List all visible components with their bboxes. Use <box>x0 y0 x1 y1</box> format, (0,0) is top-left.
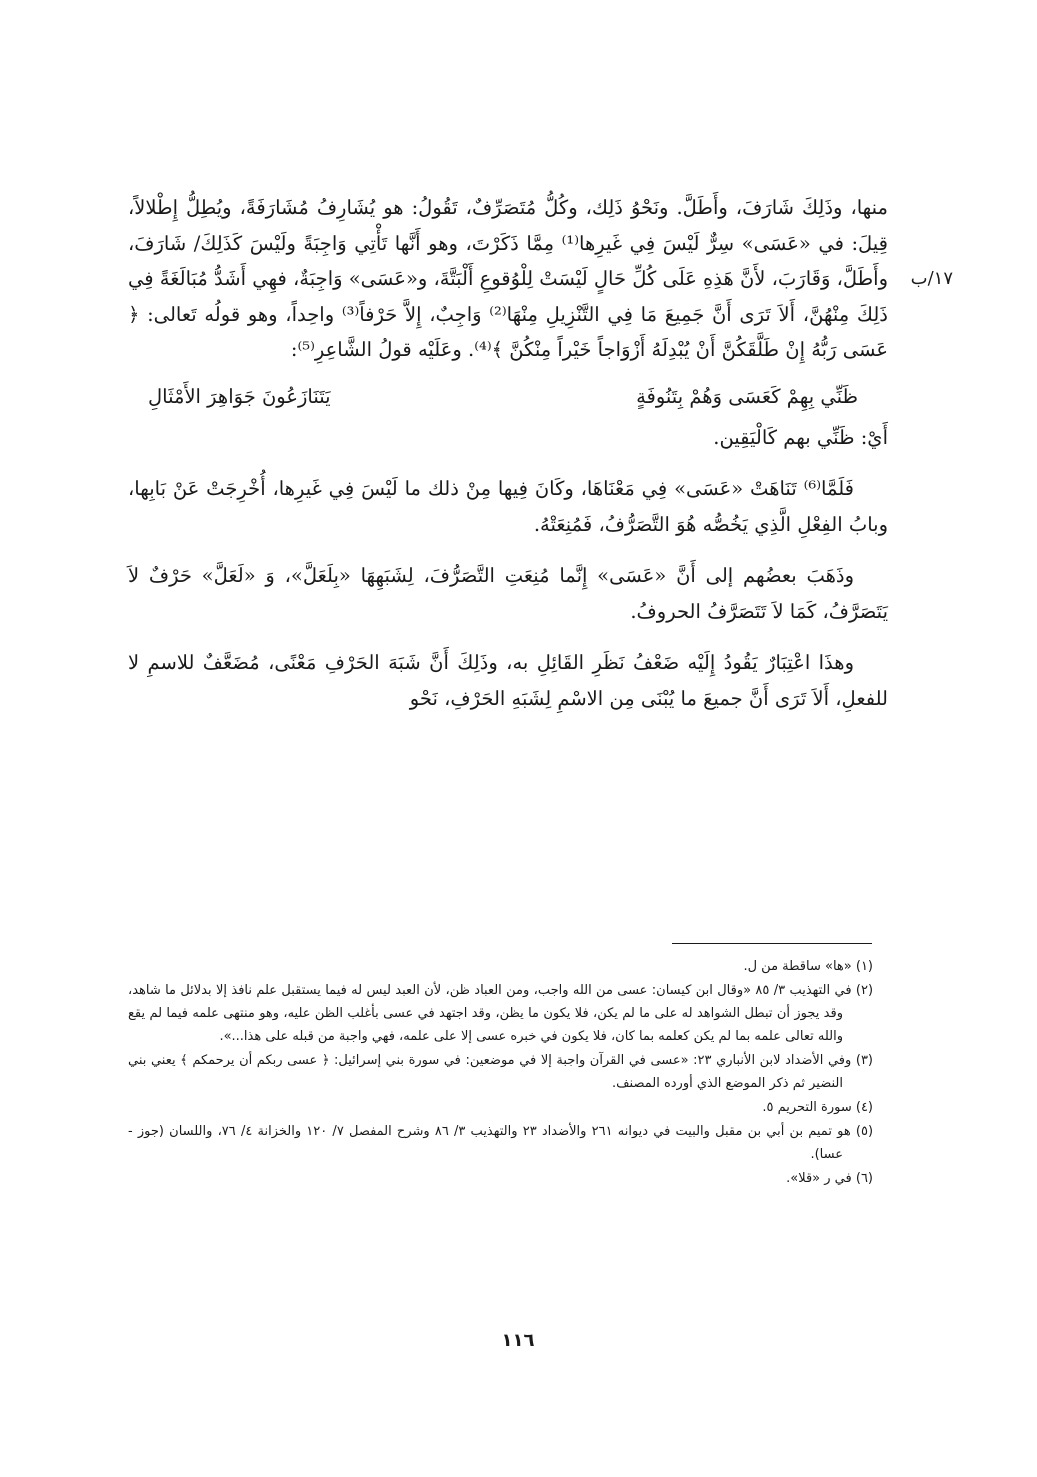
margin-folio-note: ١٧/ب <box>910 268 953 289</box>
verse-second-hemistich: يَتَنَازَعُونَ جَوَاهِرَ الأَمْثَالِ <box>148 384 331 408</box>
footnote-3: (٣) وفي الأضداد لابن الأنباري ٢٣: «عسى في القرآن واجبة إلا في موضعين: في سورة بني إسرائيل: ﴿ عسى ربكم أن يرحمكم ﴾ يعني بني النضير ثم ذكر الموضع الذي أورده المصنف. <box>128 1053 873 1091</box>
paragraph-3: فَلَمَّا⁽⁶⁾ تَنَاهَتْ «عَسَى» فِي مَعْنَاهَا، وكَانَ فِيها مِنْ ذلك ما لَيْسَ فِي غَيرِها، أُخْرِجَتْ عَنْ بَابِها، وبابُ الفِعْلِ الَّذِي يَخُصُّه هُوَ التَّصَرُّفُ، فَمُنِعَتْهُ. <box>128 477 888 536</box>
paragraph-5: وهذَا اعْتِبَارٌ يَقُودُ إِلَيْه ضَعْفُ نَظَرِ القَائِلِ به، وذَلِكَ أَنَّ شَبَهَ الحَرْفِ مَعْنًى، مُضَعَّفٌ للاسمِ لا للفعلِ، أَلاَ تَرَى أَنَّ جميعَ ما يُبْنَى مِن الاسْمِ لِشَبَهِ الحَرْفِ، نَحْو <box>128 651 888 710</box>
main-text <box>128 190 888 716</box>
verse-first-hemistich: ظَنِّي بِهِمْ كَعَسَى وَهُمْ بِتَنُوفَةٍ <box>636 384 858 408</box>
footnote-5: (٥) هو تميم بن أبي بن مقبل والبيت في ديوانه ٢٦١ والأضداد ٢٣ والتهذيب ٣/ ٨٦ وشرح المفصل ٧/ ١٢٠ والخزانة ٤/ ٧٦، واللسان (جوز - عسا). <box>128 1124 874 1162</box>
footnotes <box>128 955 873 1191</box>
paragraph-2: أَيْ: ظَنِّي بهم كَالْيَقِين. <box>713 425 888 449</box>
poetry-verse <box>148 378 858 416</box>
footnote-1: (١) «ها» ساقطة من ل. <box>743 959 873 974</box>
footnote-2: (٢) في التهذيب ٣/ ٨٥ «وقال ابن كيسان: عسى من الله واجب، ومن العباد ظن، لأن العبد ليس له فيما يستقبل علم نافذ إلا بدلائل ما شاهد، وقد يجوز أن تبطل الشواهد له على ما لم يكن، فلا يكون ما يظن، وقد اجتهد في عسى بأغلب الظن عليه، وهو منتهى علمه فيما لم يقع والله تعالى علمه بما لم يكن كعلمه بما كان، فلا يكون في خبره عسى إلا على علمه، فهي واجبة من قبله على هذا...». <box>128 983 874 1044</box>
paragraph-1: منها، وذَلِكَ شَارَفَ، وأَطَلَّ. ونَحْوُ ذَلِك، وكُلُّ مُتَصَرِّفٌ، تَقُولُ: هو يُشَارِفُ مُشَارَفَةً، ويُطِلُّ إِطْلالاً، قِيلَ: في «عَسَى» سِرٌّ لَيْسَ فِي غَيرِها⁽¹⁾ مِمَّا ذَكَرْتَ، وهو أَنَّها تَأْتِي وَاجِبَةً ولَيْسَ كَذَلِكَ/ شَارَفَ، وأَطَلَّ، وَقَارَبَ، لأَنَّ هَذِهِ عَلَى كُلِّ حَالٍ لَيْسَتْ لِلْوُقوعِ أَلْبَتَّةَ، و«عَسَى» وَاجِبَةٌ، فهِي أَشَدُّ مُبَالَغَةً فِي ذَلِكَ مِنْهُنَّ، أَلاَ تَرَى أَنَّ جَمِيعَ مَا فِي التَّنْزِيلِ مِنْهَا⁽²⁾ وَاجِبٌ، إِلاَّ حَرْفاً⁽³⁾ واحِداً، وهو قولُه تَعالى: ﴿ عَسَى رَبُّهُ إِنْ طَلَّقَكُنَّ أَنْ يُبْدِلَهُ أَزْوَاجاً خَيْراً مِنْكُنَّ ﴾⁽⁴⁾. وعَلَيْه قولُ الشَّاعِرِ⁽⁵⁾: <box>128 196 888 361</box>
footnote-6: (٦) في ر «قلا». <box>786 1171 873 1186</box>
page-number: ١١٦ <box>501 1330 535 1351</box>
footnote-separator <box>672 943 872 944</box>
paragraph-4: وذَهَبَ بعضُهم إلى أَنَّ «عَسَى» إِنَّما مُنِعَتِ التَّصَرُّفَ، لِشَبَهِهَا «بِلَعَلَّ»، وَ «لَعَلَّ» حَرْفٌ لاَ يَتَصَرَّفُ، كَمَا لاَ تَتَصَرَّفُ الحروفُ. <box>128 564 888 623</box>
footnote-4: (٤) سورة التحريم ٥. <box>762 1100 873 1115</box>
